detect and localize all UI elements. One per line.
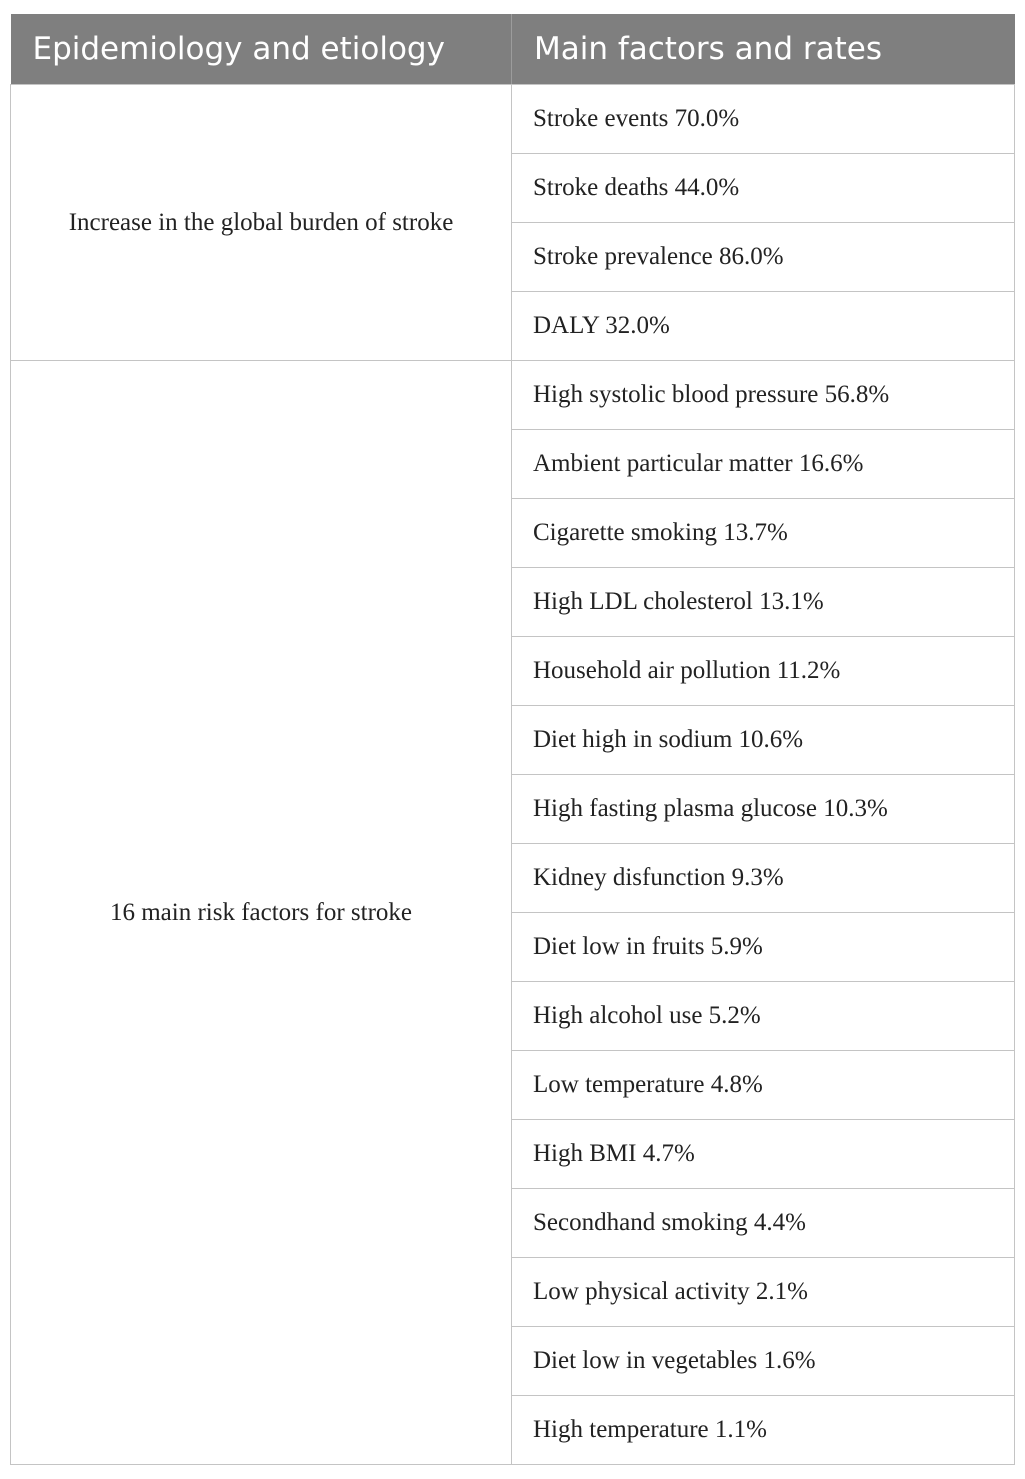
factor-cell: High alcohol use 5.2% xyxy=(512,982,1015,1051)
factor-cell: Stroke prevalence 86.0% xyxy=(512,223,1015,292)
factor-cell: Household air pollution 11.2% xyxy=(512,637,1015,706)
risk-factor-table xyxy=(10,14,1015,1465)
factor-cell: Secondhand smoking 4.4% xyxy=(512,1189,1015,1258)
table-body xyxy=(11,85,1015,1465)
header-row xyxy=(11,14,1015,85)
header-epidemiology: Epidemiology and etiology xyxy=(11,14,512,85)
factor-cell: High temperature 1.1% xyxy=(512,1396,1015,1465)
factor-cell: Diet low in fruits 5.9% xyxy=(512,913,1015,982)
factor-cell: Diet low in vegetables 1.6% xyxy=(512,1327,1015,1396)
header-main-factors: Main factors and rates xyxy=(512,14,1015,85)
factor-cell: Stroke events 70.0% xyxy=(512,85,1015,154)
factor-cell: Low temperature 4.8% xyxy=(512,1051,1015,1120)
group-label: 16 main risk factors for stroke xyxy=(11,361,512,1465)
factor-cell: High LDL cholesterol 13.1% xyxy=(512,568,1015,637)
factor-cell: Cigarette smoking 13.7% xyxy=(512,499,1015,568)
table-row xyxy=(11,361,1015,430)
factor-cell: Stroke deaths 44.0% xyxy=(512,154,1015,223)
factor-cell: Ambient particular matter 16.6% xyxy=(512,430,1015,499)
factor-cell: High systolic blood pressure 56.8% xyxy=(512,361,1015,430)
table-row xyxy=(11,85,1015,154)
group-label: Increase in the global burden of stroke xyxy=(11,85,512,361)
factor-cell: Diet high in sodium 10.6% xyxy=(512,706,1015,775)
factor-cell: High BMI 4.7% xyxy=(512,1120,1015,1189)
factor-cell: Low physical activity 2.1% xyxy=(512,1258,1015,1327)
factor-cell: DALY 32.0% xyxy=(512,292,1015,361)
factor-cell: Kidney disfunction 9.3% xyxy=(512,844,1015,913)
factor-cell: High fasting plasma glucose 10.3% xyxy=(512,775,1015,844)
